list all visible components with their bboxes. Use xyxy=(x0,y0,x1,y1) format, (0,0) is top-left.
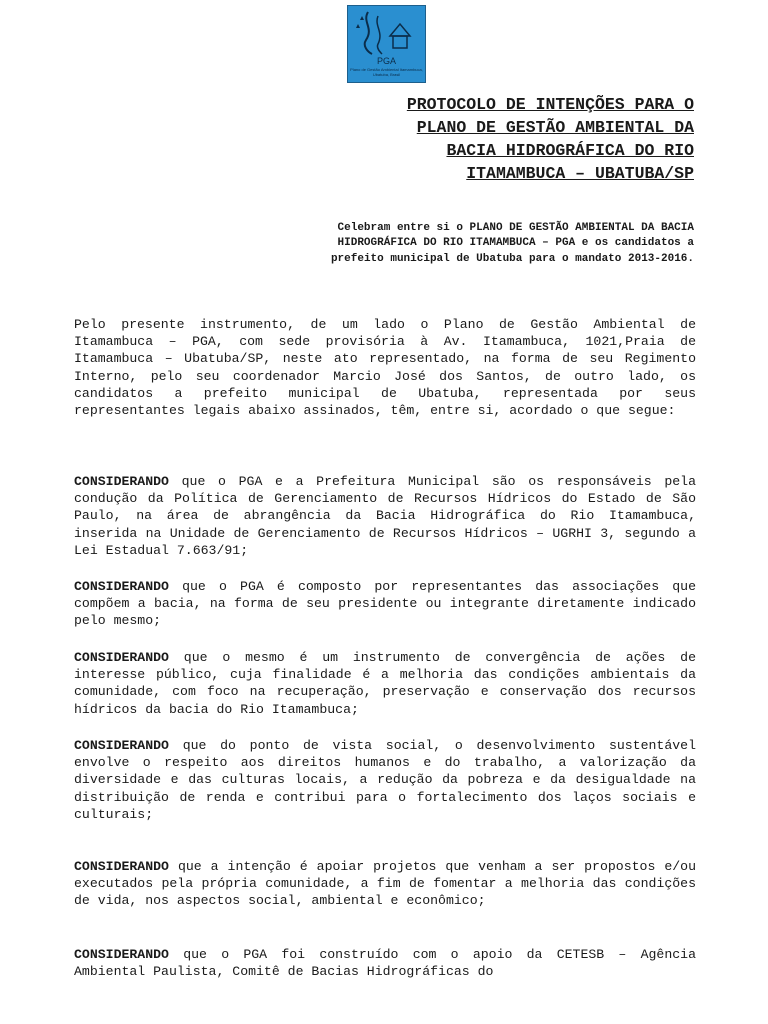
considerando-label: CONSIDERANDO xyxy=(74,859,169,874)
clause-paragraph xyxy=(74,578,696,630)
title-line: ITAMAMBUCA – UBATUBA/SP xyxy=(466,164,694,183)
clause-text: que o PGA e a Prefeitura Municipal são os responsáveis pela condução da Política de Gerenciamento de Recursos Hídricos do Estado de São Paulo, na área de abrangência da Bacia Hidrográfica do Rio Itamambuca, inserida na Unidade de Gerenciamento de Recursos Hídricos – UGRHI 3, segundo a Lei Estadual 7.663/91; xyxy=(74,474,696,558)
considerando-label: CONSIDERANDO xyxy=(74,947,169,962)
logo-caption: Plano de Gestão Ambiental Itamambuca, Ubatuba, Brasil xyxy=(350,67,423,77)
clause-text: que o PGA é composto por representantes das associações que compõem a bacia, na forma de seu presidente ou integrante diretamente indicado pelo mesmo; xyxy=(74,579,696,629)
clause-paragraph xyxy=(74,946,696,980)
document-title xyxy=(300,93,694,185)
logo-mark: PGA xyxy=(376,56,396,66)
title-line: PLANO DE GESTÃO AMBIENTAL DA xyxy=(416,118,694,137)
title-line: PROTOCOLO DE INTENÇÕES PARA O xyxy=(406,95,694,114)
considerando-label: CONSIDERANDO xyxy=(74,474,169,489)
considerando-label: CONSIDERANDO xyxy=(74,650,169,665)
document-subtitle: Celebram entre si o PLANO DE GESTÃO AMBIENTAL DA BACIA HIDROGRÁFICA DO RIO ITAMAMBUCA – PGA e os candidatos a prefeito municipal de Ubatuba para o mandato 2013-2016. xyxy=(330,222,694,265)
clause-text: que do ponto de vista social, o desenvolvimento sustentável envolve o respeito aos direitos humanos e do trabalho, a valorização da diversidade e das culturas locais, a redução da pobreza e da desigualdade na distribuição de renda e contribui para o fortalecimento dos laços sociais e culturais; xyxy=(74,738,696,822)
clause-text: que o mesmo é um instrumento de convergência de ações de interesse público, cuja finalidade é a melhoria das condições ambientais da comunidade, com foco na recuperação, preservação e conservação dos recursos hídricos da bacia do Rio Itamambuca; xyxy=(74,650,696,717)
clause-paragraph xyxy=(74,858,696,910)
clause-paragraph xyxy=(74,649,696,718)
clause-paragraph xyxy=(74,737,696,823)
clause-paragraph xyxy=(74,473,696,559)
clause-text: que a intenção é apoiar projetos que venham a ser propostos e/ou executados pela própria comunidade, a fim de fomentar a melhoria das condições de vida, nos aspectos social, ambiental e econômico; xyxy=(74,859,696,909)
clause-text: que o PGA foi construído com o apoio da CETESB – Agência Ambiental Paulista, Comitê de Bacias Hidrográficas do xyxy=(74,947,696,980)
considerando-label: CONSIDERANDO xyxy=(74,738,169,753)
pga-logo xyxy=(347,5,426,83)
considerando-label: CONSIDERANDO xyxy=(74,579,169,594)
title-line: BACIA HIDROGRÁFICA DO RIO xyxy=(446,141,694,160)
landscape-icon xyxy=(348,6,425,56)
intro-paragraph: Pelo presente instrumento, de um lado o Plano de Gestão Ambiental de Itamambuca – PGA, com sede provisória à Av. Itamambuca, 1021,Praia de Itamambuca – Ubatuba/SP, neste ato representado, na forma de seu Regimento Interno, pelo seu coordenador Marcio José dos Santos, de outro lado, os candidatos a prefeito municipal de Ubatuba, representada por seus representantes legais abaixo assinados, têm, entre si, acordado o que segue: xyxy=(74,317,696,419)
